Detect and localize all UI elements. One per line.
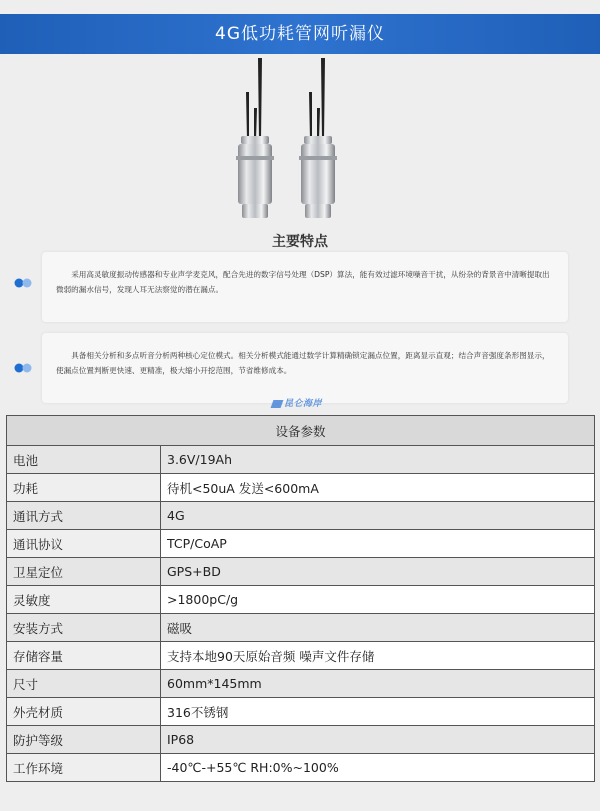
params-table <box>6 415 595 782</box>
logo-text: 昆仑海岸 <box>284 399 323 409</box>
param-label: 防护等级 <box>7 726 161 754</box>
table-row <box>7 558 595 586</box>
param-label: 尺寸 <box>7 670 161 698</box>
param-label: 通讯协议 <box>7 530 161 558</box>
page-title: 4G低功耗管网听漏仪 <box>0 14 600 54</box>
bullet-dots-icon <box>14 362 34 374</box>
table-row <box>7 474 595 502</box>
param-value: 316不锈钢 <box>161 698 595 726</box>
table-row <box>7 502 595 530</box>
table-row <box>7 754 595 782</box>
param-value: IP68 <box>161 726 595 754</box>
table-row <box>7 446 595 474</box>
device-right <box>299 58 337 218</box>
table-row <box>7 530 595 558</box>
params-heading: 设备参数 <box>7 416 595 446</box>
table-row <box>7 698 595 726</box>
param-value: 磁吸 <box>161 614 595 642</box>
table-row <box>7 642 595 670</box>
param-value: -40℃-+55℃ RH:0%~100% <box>161 754 595 782</box>
bullet-dots-icon <box>14 277 34 289</box>
param-value: TCP/CoAP <box>161 530 595 558</box>
param-label: 通讯方式 <box>7 502 161 530</box>
param-label: 外壳材质 <box>7 698 161 726</box>
param-value: 4G <box>161 502 595 530</box>
features-heading: 主要特点 <box>272 234 328 250</box>
param-label: 安装方式 <box>7 614 161 642</box>
param-label: 卫星定位 <box>7 558 161 586</box>
param-value: 待机<50uA 发送<600mA <box>161 474 595 502</box>
table-row <box>7 586 595 614</box>
param-value: GPS+BD <box>161 558 595 586</box>
feature-text: 具备相关分析和多点听音分析两种核心定位模式。相关分析模式能通过数学计算精确锁定漏点位置，距离显示直观；结合声音强度条形图显示，使漏点位置判断更快速、更精准，极大缩小开挖范围，节省维修成本。 <box>56 351 550 375</box>
param-value: 60mm*145mm <box>161 670 595 698</box>
feature-text: 采用高灵敏度振动传感器和专业声学麦克风，配合先进的数字信号处理（DSP）算法，能有效过滤环境噪音干扰，从纷杂的背景音中清晰提取出微弱的漏水信号，发现人耳无法察觉的潜在漏点。 <box>56 270 550 294</box>
param-label: 电池 <box>7 446 161 474</box>
table-row <box>7 614 595 642</box>
param-value: 支持本地90天原始音频 噪声文件存储 <box>161 642 595 670</box>
feature-card <box>42 333 568 403</box>
param-value: >1800pC/g <box>161 586 595 614</box>
product-image <box>0 56 600 231</box>
feature-card <box>42 252 568 322</box>
table-row <box>7 670 595 698</box>
param-label: 存储容量 <box>7 642 161 670</box>
param-label: 工作环境 <box>7 754 161 782</box>
param-value: 3.6V/19Ah <box>161 446 595 474</box>
logo-mark-icon <box>271 400 284 408</box>
table-row <box>7 726 595 754</box>
device-left <box>236 58 274 218</box>
param-label: 灵敏度 <box>7 586 161 614</box>
param-label: 功耗 <box>7 474 161 502</box>
brand-logo <box>272 397 332 411</box>
